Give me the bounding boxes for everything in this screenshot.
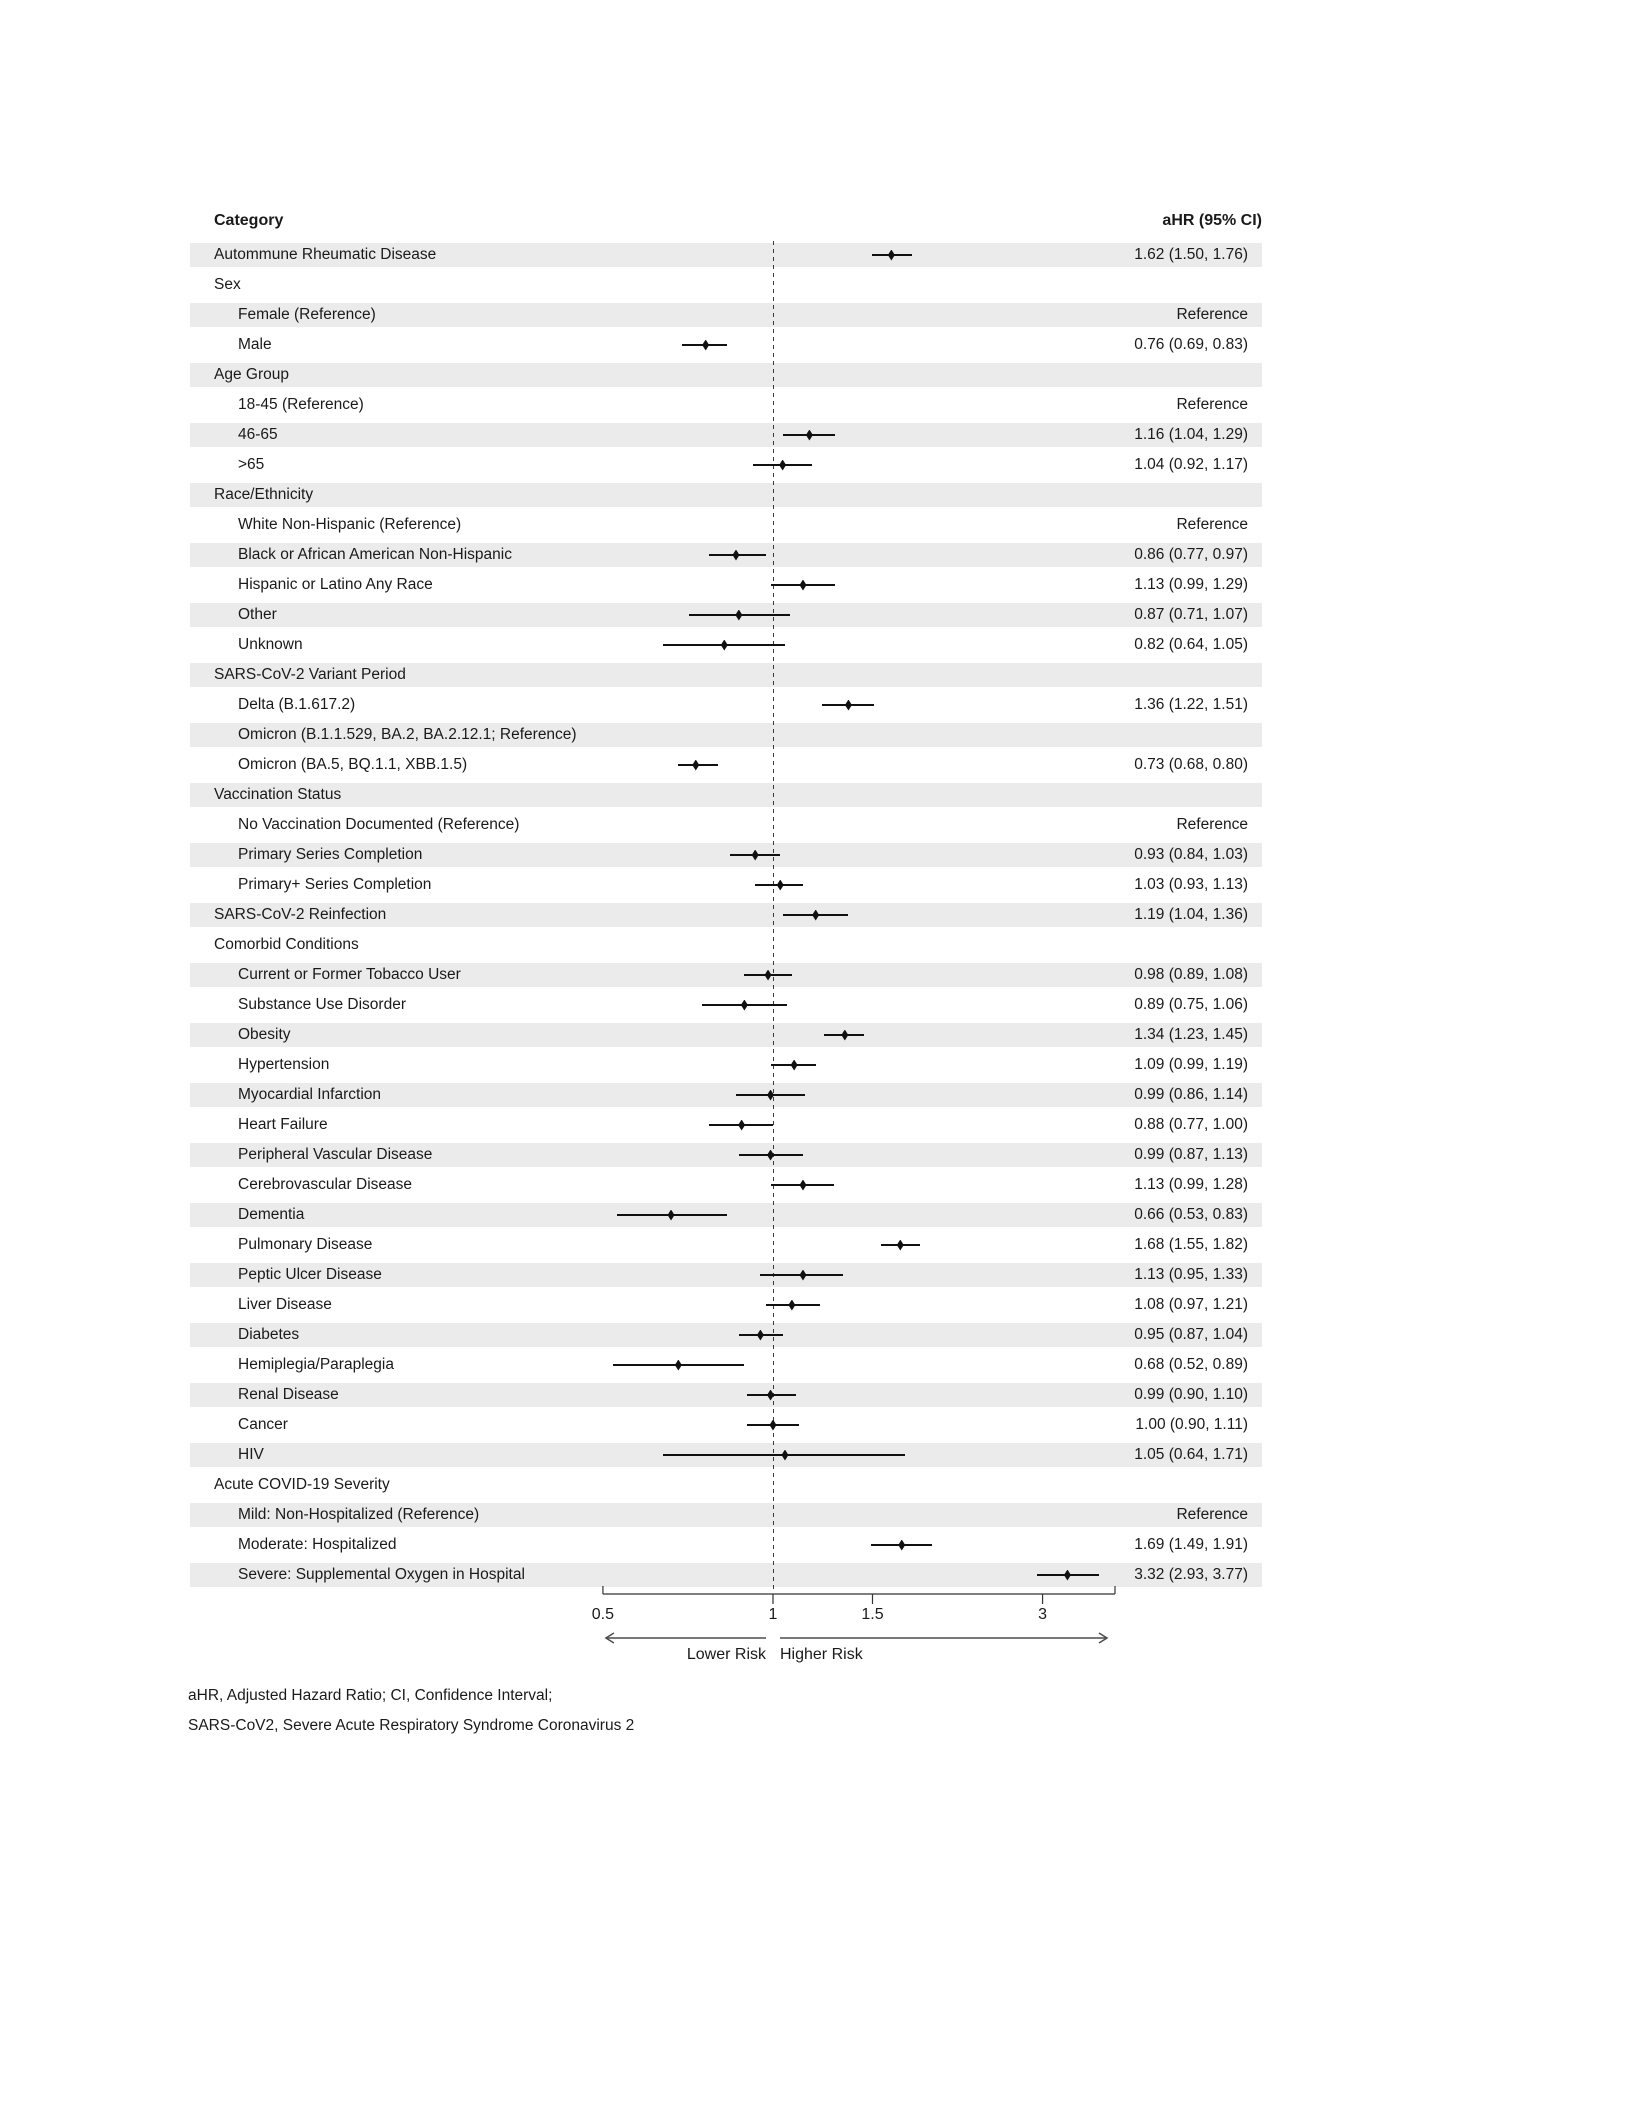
row-label: HIV (238, 1446, 264, 1463)
row-label: Substance Use Disorder (238, 996, 406, 1013)
forest-row (190, 930, 1262, 960)
forest-row (190, 1050, 1262, 1080)
ahr-value: 0.73 (0.68, 0.80) (1134, 756, 1248, 773)
row-band (190, 1023, 1262, 1047)
row-label: Male (238, 336, 272, 353)
ahr-value: 1.09 (0.99, 1.19) (1134, 1056, 1248, 1073)
forest-row (190, 570, 1262, 600)
forest-row (190, 480, 1262, 510)
ahr-value: 0.98 (0.89, 1.08) (1134, 966, 1248, 983)
row-label: Hispanic or Latino Any Race (238, 576, 433, 593)
ahr-value: 0.88 (0.77, 1.00) (1134, 1116, 1248, 1133)
row-label: SARS-CoV-2 Reinfection (214, 906, 387, 923)
ahr-value: 0.86 (0.77, 0.97) (1134, 546, 1248, 563)
row-label: Female (Reference) (238, 306, 376, 323)
row-label: Diabetes (238, 1326, 300, 1343)
x-axis-tick-label: 1.5 (861, 1606, 884, 1623)
row-label: Obesity (238, 1026, 291, 1043)
forest-row (190, 1200, 1262, 1230)
ahr-value: 0.99 (0.86, 1.14) (1134, 1086, 1248, 1103)
forest-row (190, 720, 1262, 750)
forest-row (190, 1350, 1262, 1380)
ahr-value: 0.93 (0.84, 1.03) (1134, 846, 1248, 863)
ahr-value: 1.36 (1.22, 1.51) (1134, 696, 1248, 713)
ahr-value: 1.69 (1.49, 1.91) (1134, 1536, 1248, 1553)
forest-row (190, 900, 1262, 930)
forest-row (190, 1500, 1262, 1530)
forest-row (190, 1230, 1262, 1260)
forest-row (190, 1470, 1262, 1500)
forest-row (190, 300, 1262, 330)
forest-row (190, 750, 1262, 780)
ahr-value: 0.87 (0.71, 1.07) (1134, 606, 1248, 623)
ahr-value: 1.19 (1.04, 1.36) (1134, 906, 1248, 923)
row-label: Age Group (214, 366, 289, 383)
ahr-value: 0.82 (0.64, 1.05) (1134, 636, 1248, 653)
ahr-value: 1.08 (0.97, 1.21) (1134, 1296, 1248, 1313)
forest-row (190, 1110, 1262, 1140)
row-label: Renal Disease (238, 1386, 339, 1403)
forest-row (190, 450, 1262, 480)
row-label: Hemiplegia/Paraplegia (238, 1356, 394, 1373)
ahr-value: 1.13 (0.95, 1.33) (1134, 1266, 1248, 1283)
forest-row (190, 270, 1262, 300)
footnote-abbreviations: aHR, Adjusted Hazard Ratio; CI, Confidence Interval; (188, 1687, 553, 1704)
forest-row (190, 990, 1262, 1020)
row-label: Hypertension (238, 1056, 330, 1073)
forest-row (190, 1290, 1262, 1320)
row-label: Other (238, 606, 277, 623)
ahr-value: 1.62 (1.50, 1.76) (1134, 246, 1248, 263)
ahr-value: Reference (1176, 516, 1248, 533)
row-band (190, 453, 1262, 477)
ahr-value: 0.76 (0.69, 0.83) (1134, 336, 1248, 353)
x-axis-tick-label: 1 (768, 1606, 778, 1623)
ahr-value: 0.89 (0.75, 1.06) (1134, 996, 1248, 1013)
row-label: Cancer (238, 1416, 288, 1433)
ahr-value: Reference (1176, 1506, 1248, 1523)
row-label: Mild: Non-Hospitalized (Reference) (238, 1506, 480, 1523)
ahr-value: 0.99 (0.87, 1.13) (1134, 1146, 1248, 1163)
forest-row (190, 1320, 1262, 1350)
forest-row (190, 1140, 1262, 1170)
row-label: Race/Ethnicity (214, 486, 314, 503)
row-label: Severe: Supplemental Oxygen in Hospital (238, 1566, 525, 1583)
forest-row (190, 1440, 1262, 1470)
row-label: Peripheral Vascular Disease (238, 1146, 433, 1163)
forest-row (190, 420, 1262, 450)
row-label: Acute COVID-19 Severity (214, 1476, 390, 1493)
row-label: Primary Series Completion (238, 846, 423, 863)
ahr-value: Reference (1176, 396, 1248, 413)
row-label: Autommune Rheumatic Disease (214, 246, 437, 263)
forest-row (190, 630, 1262, 660)
row-band (190, 1293, 1262, 1317)
row-band (190, 783, 1262, 807)
forest-row (190, 510, 1262, 540)
row-label: Sex (214, 276, 241, 293)
row-label: 18-45 (Reference) (238, 396, 364, 413)
forest-row (190, 660, 1262, 690)
forest-row (190, 780, 1262, 810)
row-label: Pulmonary Disease (238, 1236, 373, 1253)
row-band (190, 423, 1262, 447)
forest-row (190, 810, 1262, 840)
x-axis-tick-label: 3 (1038, 1606, 1048, 1623)
row-label: Omicron (B.1.1.529, BA.2, BA.2.12.1; Reference) (238, 726, 577, 743)
ahr-value: 1.13 (0.99, 1.29) (1134, 576, 1248, 593)
forest-row (190, 1380, 1262, 1410)
row-label: Liver Disease (238, 1296, 332, 1313)
row-label: Comorbid Conditions (214, 936, 359, 953)
forest-row (190, 960, 1262, 990)
row-label: Unknown (238, 636, 303, 653)
ahr-value: 0.99 (0.90, 1.10) (1134, 1386, 1248, 1403)
forest-row (190, 1080, 1262, 1110)
forest-row (190, 840, 1262, 870)
forest-row (190, 540, 1262, 570)
row-band (190, 1323, 1262, 1347)
x-axis-tick-label: 0.5 (591, 1606, 615, 1623)
row-label: Vaccination Status (214, 786, 342, 803)
footnote-sars: SARS-CoV2, Severe Acute Respiratory Syndrome Coronavirus 2 (188, 1717, 635, 1734)
ahr-value: 1.00 (0.90, 1.11) (1135, 1416, 1248, 1433)
row-label: No Vaccination Documented (Reference) (238, 816, 520, 833)
forest-rows (190, 240, 1262, 1590)
category-column-header: Category (214, 212, 284, 229)
forest-row (190, 330, 1262, 360)
forest-row (190, 1530, 1262, 1560)
row-band (190, 1413, 1262, 1437)
forest-row (190, 390, 1262, 420)
forest-row (190, 360, 1262, 390)
row-label: Dementia (238, 1206, 305, 1223)
row-band (190, 363, 1262, 387)
ahr-value: 1.68 (1.55, 1.82) (1134, 1236, 1248, 1253)
ahr-value: 1.13 (0.99, 1.28) (1134, 1176, 1248, 1193)
ahr-value: 0.68 (0.52, 0.89) (1134, 1356, 1248, 1373)
ahr-column-header: aHR (95% CI) (1162, 212, 1262, 229)
ahr-value: 0.66 (0.53, 0.83) (1134, 1206, 1248, 1223)
row-label: Black or African American Non-Hispanic (238, 546, 512, 563)
forest-row (190, 1260, 1262, 1290)
row-label: Omicron (BA.5, BQ.1.1, XBB.1.5) (238, 756, 468, 773)
row-band (190, 1053, 1262, 1077)
ahr-value: 1.04 (0.92, 1.17) (1134, 456, 1248, 473)
forest-row (190, 1410, 1262, 1440)
ahr-value: Reference (1176, 816, 1248, 833)
row-label: Heart Failure (238, 1116, 328, 1133)
ahr-value: 1.03 (0.93, 1.13) (1134, 876, 1248, 893)
forest-row (190, 1170, 1262, 1200)
row-label: Moderate: Hospitalized (238, 1536, 397, 1553)
forest-row (190, 600, 1262, 630)
row-label: Myocardial Infarction (238, 1086, 382, 1103)
forest-row (190, 1020, 1262, 1050)
row-label: SARS-CoV-2 Variant Period (214, 666, 406, 683)
row-label: Current or Former Tobacco User (238, 966, 461, 983)
higher-risk-label: Higher Risk (780, 1646, 863, 1663)
ahr-value: Reference (1176, 306, 1248, 323)
ahr-value: 1.34 (1.23, 1.45) (1134, 1026, 1248, 1043)
ahr-value: 0.95 (0.87, 1.04) (1134, 1326, 1248, 1343)
row-label: 46-65 (238, 426, 278, 443)
row-label: Delta (B.1.617.2) (238, 696, 356, 713)
row-label: Cerebrovascular Disease (238, 1176, 413, 1193)
row-band (190, 1383, 1262, 1407)
row-band (190, 273, 1262, 297)
ahr-value: 3.32 (2.93, 3.77) (1134, 1566, 1248, 1583)
ahr-value: 1.05 (0.64, 1.71) (1134, 1446, 1248, 1463)
forest-row (190, 690, 1262, 720)
reference-line (773, 241, 774, 1591)
forest-row (190, 870, 1262, 900)
row-label: >65 (238, 456, 265, 473)
row-label: White Non-Hispanic (Reference) (238, 516, 462, 533)
ahr-value: 1.16 (1.04, 1.29) (1134, 426, 1248, 443)
lower-risk-label: Lower Risk (686, 1646, 766, 1663)
row-label: Primary+ Series Completion (238, 876, 432, 893)
forest-row (190, 240, 1262, 270)
row-band (190, 483, 1262, 507)
row-label: Peptic Ulcer Disease (238, 1266, 382, 1283)
